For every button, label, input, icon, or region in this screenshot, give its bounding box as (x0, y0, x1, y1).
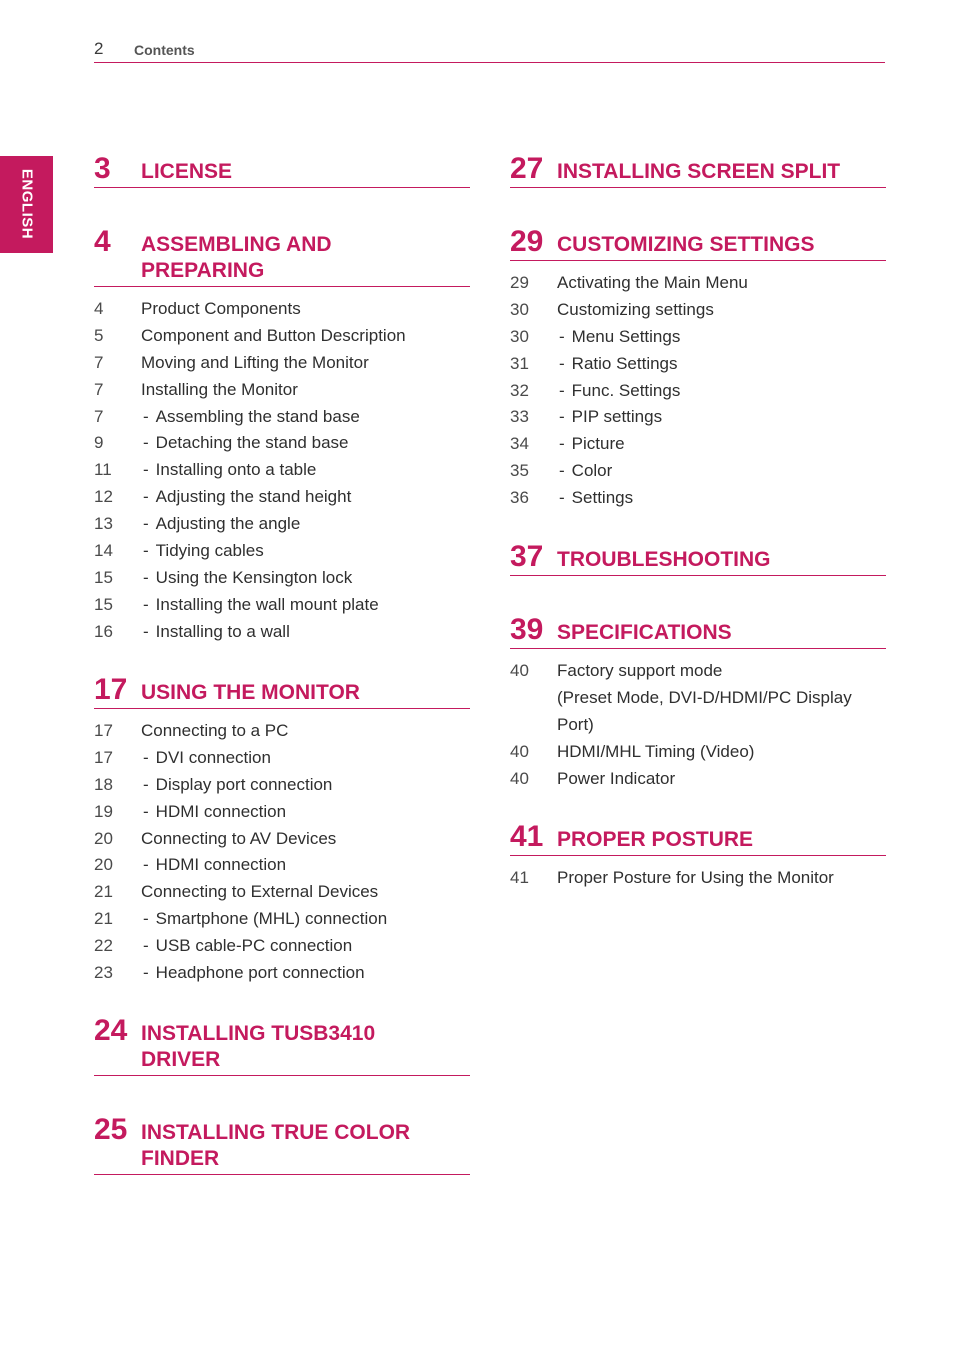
toc-subentry[interactable] (94, 592, 470, 619)
section-heading[interactable] (510, 227, 886, 261)
entry-page: 7 (94, 406, 104, 426)
entry-page: 20 (94, 855, 113, 875)
toc-entry[interactable] (510, 658, 886, 685)
entry-page: 11 (94, 460, 112, 480)
toc-section-specifications (510, 615, 886, 792)
entry-page: 21 (94, 909, 113, 929)
section-title: INSTALLING TRUE COLOR FINDER (141, 1121, 411, 1170)
entry-page: 40 (510, 741, 529, 761)
toc-entry[interactable] (94, 350, 470, 377)
section-page-number: 3 (94, 152, 111, 185)
toc-entries (510, 865, 886, 892)
entry-page: 18 (94, 774, 113, 794)
entry-label: - HDMI connection (143, 852, 286, 879)
entry-page: 5 (94, 325, 104, 345)
section-page-number: 27 (510, 152, 544, 185)
section-page-number: 39 (510, 613, 544, 646)
toc-section-tusb3410[interactable] (94, 1016, 470, 1076)
entry-label: (Preset Mode, DVI-D/HDMI/PC Display (557, 687, 852, 707)
entry-page: 15 (94, 567, 113, 587)
section-heading[interactable] (94, 227, 470, 287)
section-page-number: 4 (94, 225, 111, 258)
toc-section-screen-split[interactable] (510, 154, 886, 188)
section-heading[interactable] (94, 675, 470, 709)
toc-subentry[interactable] (94, 565, 470, 592)
entry-page: 31 (510, 353, 529, 373)
entry-page: 41 (510, 868, 529, 887)
entry-page: 34 (510, 434, 529, 454)
entry-label: - Ratio Settings (559, 351, 678, 378)
toc-subentry[interactable] (94, 799, 470, 826)
entry-page: 7 (94, 379, 104, 399)
entry-page: 15 (94, 594, 113, 614)
entry-page: 21 (94, 882, 113, 902)
toc-subentry[interactable] (94, 430, 470, 457)
toc-section-proper-posture (510, 822, 886, 892)
section-title: INSTALLING TUSB3410 DRIVER (141, 1022, 376, 1071)
section-page-number: 29 (510, 225, 544, 258)
toc-entry[interactable] (94, 718, 470, 745)
entry-page: 30 (510, 326, 529, 346)
toc-section-true-color-finder[interactable] (94, 1115, 470, 1175)
entry-label: - HDMI connection (143, 799, 286, 826)
entry-label: Proper Posture for Using the Monitor (557, 868, 834, 887)
toc-subentry[interactable] (510, 351, 886, 378)
toc-subentry[interactable] (510, 458, 886, 485)
section-heading (94, 154, 470, 188)
header-title: Contents (134, 42, 195, 58)
page-number: 2 (94, 39, 104, 58)
section-page-number: 37 (510, 540, 544, 573)
language-label: ENGLISH (18, 168, 36, 240)
entry-label: - Installing to a wall (143, 619, 290, 646)
toc-subentry[interactable] (94, 619, 470, 646)
entry-label: - Adjusting the angle (143, 511, 300, 538)
toc-subentry[interactable] (94, 484, 470, 511)
toc-subentry[interactable] (94, 906, 470, 933)
section-page-number: 41 (510, 820, 544, 853)
section-title: SPECIFICATIONS (557, 621, 732, 644)
entry-page: 12 (94, 487, 113, 507)
entry-label: - Picture (559, 431, 625, 458)
section-page-number: 17 (94, 673, 128, 706)
entry-label: - Installing onto a table (143, 457, 316, 484)
toc-subentry[interactable] (510, 404, 886, 431)
entry-label: Connecting to a PC (141, 721, 289, 740)
toc-subentry[interactable] (94, 457, 470, 484)
toc-entry[interactable] (510, 766, 886, 793)
entry-page: 7 (94, 352, 104, 372)
entry-label: - Assembling the stand base (143, 404, 360, 431)
entry-label: - Color (559, 458, 612, 485)
entry-label: Port) (557, 714, 594, 734)
toc-entry-continuation (510, 685, 886, 712)
toc-entry[interactable] (94, 826, 470, 853)
toc-subentry[interactable] (510, 431, 886, 458)
toc-subentry[interactable] (94, 852, 470, 879)
toc-section-assembling (94, 227, 470, 646)
entry-label: - USB cable-PC connection (143, 933, 352, 960)
toc-entry[interactable] (94, 296, 470, 323)
toc-entry[interactable] (510, 739, 886, 766)
section-title: TROUBLESHOOTING (557, 548, 771, 571)
toc-section-troubleshooting[interactable] (510, 542, 886, 576)
toc-entry[interactable] (94, 879, 470, 906)
entry-label: - Display port connection (143, 772, 332, 799)
entry-label: Connecting to AV Devices (141, 828, 337, 848)
section-heading (510, 154, 886, 188)
entry-page: 36 (510, 488, 529, 508)
section-heading[interactable] (510, 615, 886, 649)
entry-label: - Func. Settings (559, 378, 680, 405)
section-title: LICENSE (141, 160, 233, 183)
toc-subentry[interactable] (510, 324, 886, 351)
entry-label: Factory support mode (557, 661, 723, 680)
toc-subentry[interactable] (94, 772, 470, 799)
entry-page: 40 (510, 661, 529, 680)
entry-label: - Using the Kensington lock (143, 565, 352, 592)
entry-label: HDMI/MHL Timing (Video) (557, 741, 755, 761)
section-title: USING THE MONITOR (141, 681, 360, 704)
toc-subentry[interactable] (94, 960, 470, 987)
entry-label: - Detaching the stand base (143, 430, 348, 457)
toc-entries (510, 270, 886, 512)
toc-subentry[interactable] (94, 511, 470, 538)
toc-subentry[interactable] (94, 538, 470, 565)
entry-page: 20 (94, 828, 113, 848)
toc-entry[interactable] (510, 270, 886, 297)
entry-page: 17 (94, 721, 113, 740)
entry-label: - PIP settings (559, 404, 662, 431)
entry-page: 33 (510, 407, 529, 427)
toc-subentry[interactable] (94, 933, 470, 960)
entry-label: - Settings (559, 485, 633, 512)
entry-label: - Smartphone (MHL) connection (143, 906, 387, 933)
entry-label: Power Indicator (557, 768, 676, 788)
section-page-number: 24 (94, 1014, 128, 1047)
entry-page: 16 (94, 621, 113, 641)
entry-label: - DVI connection (143, 745, 271, 772)
toc-subentry[interactable] (94, 745, 470, 772)
entry-label: Product Components (141, 299, 301, 318)
entry-label: - Headphone port connection (143, 960, 365, 987)
entry-page: 9 (94, 433, 104, 453)
entry-page: 22 (94, 936, 113, 956)
section-heading[interactable] (510, 822, 886, 856)
section-title: CUSTOMIZING SETTINGS (557, 233, 815, 256)
entry-page: 35 (510, 461, 529, 481)
toc-subentry[interactable] (94, 404, 470, 431)
entry-label: - Menu Settings (559, 324, 680, 351)
toc-entry[interactable] (94, 323, 470, 350)
toc-entry[interactable] (510, 865, 886, 892)
toc-entries (94, 296, 470, 646)
section-heading (94, 1115, 470, 1175)
section-page-number: 25 (94, 1113, 128, 1146)
page-header (94, 38, 885, 63)
entry-label: Connecting to External Devices (141, 882, 379, 902)
toc-section-using-monitor (94, 675, 470, 987)
toc-section-customizing (510, 227, 886, 512)
section-heading (510, 542, 886, 576)
entry-label: Activating the Main Menu (557, 273, 748, 292)
entry-page: 30 (510, 299, 529, 319)
section-heading (94, 1016, 470, 1076)
language-tab (0, 156, 53, 253)
toc-entries (510, 658, 886, 792)
toc-entry[interactable] (94, 377, 470, 404)
toc-entry-continuation (510, 712, 886, 739)
toc-subentry[interactable] (510, 485, 886, 512)
entry-label: Installing the Monitor (141, 379, 298, 399)
toc-entries (94, 718, 470, 987)
entry-label: - Tidying cables (143, 538, 264, 565)
entry-page: 13 (94, 514, 113, 534)
toc-section-license[interactable] (94, 154, 470, 188)
entry-label: Moving and Lifting the Monitor (141, 352, 369, 372)
entry-page: 4 (94, 299, 104, 318)
entry-page: 32 (510, 380, 529, 400)
toc-entry[interactable] (510, 297, 886, 324)
entry-page: 17 (94, 747, 113, 767)
toc-subentry[interactable] (510, 378, 886, 405)
entry-page: 40 (510, 768, 529, 788)
entry-page: 14 (94, 541, 113, 561)
entry-label: Customizing settings (557, 299, 714, 319)
section-title: PROPER POSTURE (557, 828, 754, 851)
entry-page: 23 (94, 963, 113, 983)
entry-page: 29 (510, 273, 529, 292)
entry-label: - Adjusting the stand height (143, 484, 351, 511)
section-title: INSTALLING SCREEN SPLIT (557, 160, 841, 183)
entry-label: Component and Button Description (141, 325, 406, 345)
entry-label: - Installing the wall mount plate (143, 592, 379, 619)
section-title: ASSEMBLING AND PREPARING (141, 233, 332, 282)
entry-page: 19 (94, 801, 113, 821)
